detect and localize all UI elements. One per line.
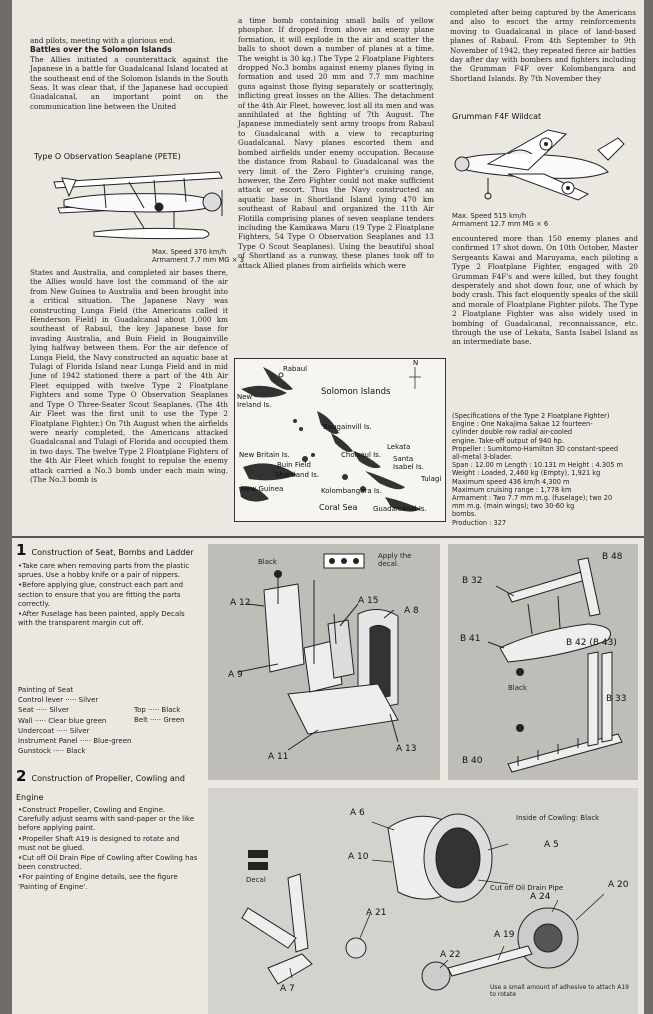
painting-item: Wall ····· Clear blue green (18, 716, 107, 725)
seat-painting-guide-2 (134, 706, 214, 726)
wildcat-speed: Max. Speed 515 km/h (452, 212, 527, 220)
specs-row: engine. Take-off output of 940 hp. (452, 436, 564, 445)
map-label-santa-isabel: Santa Isabel Is. (393, 455, 424, 471)
part-label-b33: B 33 (606, 694, 627, 704)
part-label-a19: A 19 (494, 930, 515, 940)
instruction-item: •Cut off Oil Drain Pipe of Cowling after Cowling has been constructed. (18, 854, 198, 872)
step-2-instructions (18, 806, 198, 893)
part-label-a10: A 10 (348, 852, 369, 862)
map-label-rabaul: Rabaul (283, 365, 308, 373)
step-1-header (16, 540, 194, 559)
map-label-new-britain: New Britain Is. (239, 451, 290, 459)
history-column-1 (30, 36, 228, 111)
map-shapes (235, 359, 445, 521)
part-label-a20: A 20 (608, 880, 629, 890)
label-black: Black (258, 558, 277, 566)
instruction-sheet (12, 0, 644, 1014)
specs-row: Propeller : Sumitomo-Hamilton 3D constant-speed (452, 444, 619, 453)
label-black: Black (508, 684, 527, 692)
map-label-coral-sea: Coral Sea (319, 503, 358, 512)
specs-row: Weight : Loaded, 2,460 kg (Empty), 1,921 kg (452, 469, 601, 478)
map-label-new-guinea: New Guinea (241, 485, 284, 493)
specs-row: Maximum cruising range : 1,778 km (452, 485, 572, 494)
step-1-instructions (18, 562, 194, 629)
plane-title-wildcat: Grumman F4F Wildcat (452, 112, 542, 121)
specs-row: Production : 327 (452, 518, 507, 527)
instruction-item: •After Fuselage has been painted, apply Decals with the transparent margin cut off. (18, 610, 185, 628)
part-label-b48: B 48 (602, 552, 623, 562)
specs-row: cylinder double row radial air-cooled (452, 428, 573, 437)
pete-speed: Max. Speed 370 km/h (152, 248, 227, 256)
part-label-b41: B 41 (460, 634, 481, 644)
label-cut-off-drain-pipe: Cut off Oil Drain Pipe (490, 884, 564, 892)
map-label-new-ireland: New Ireland Is. (237, 393, 272, 409)
map-label-tulagi: Tulagi (421, 475, 442, 483)
part-label-a5: A 5 (544, 840, 559, 850)
map-label-bougainvill: Bougainvill Is. (323, 423, 372, 431)
part-label-a15: A 15 (358, 596, 379, 606)
step-2-header (16, 766, 202, 804)
label-inside-cowling: Inside of Cowling: Black (516, 814, 600, 822)
bombs-ladder-diagram (448, 544, 638, 780)
map-label-solomon-islands: Solomon Islands (321, 387, 391, 397)
step-title: Construction of Propeller, Cowling and Engine (16, 774, 185, 802)
part-label-a11: A 11 (268, 752, 289, 762)
part-label-a7: A 7 (280, 984, 295, 994)
specs-title: (Specifications of the Type 2 Floatplane Fighter) (452, 412, 610, 420)
wildcat-illustration (448, 120, 636, 210)
intro-text: and pilots, meeting with a glorious end. (30, 36, 175, 45)
painting-item: Gunstock ····· Black (18, 747, 86, 756)
painting-item: Undercoat ····· Silver (18, 726, 90, 735)
history-column-3 (450, 8, 636, 83)
pete-armament: Armament 7.7 mm MG × 3 (152, 256, 244, 264)
part-label-a9: A 9 (228, 670, 243, 680)
map-label-guadalcanal: Guadalcanal Is. (373, 505, 427, 513)
map-label-shortland: Shortland Is. (275, 471, 320, 479)
instruction-item: •Before applying glue, construct each part and section to ensure that you are fitting the parts correctly. (18, 581, 184, 608)
specs-row: Span : 12.00 m Length : 10.131 m Height : 4.305 m (452, 461, 623, 470)
specs-row: bombs. (452, 510, 477, 519)
specs-row: Engine : One Nakajima Sakae 12 fourteen- (452, 420, 593, 429)
step-number: 2 (16, 767, 27, 785)
section-heading: Battles over the Solomon Islands (30, 45, 172, 55)
instruction-item: •Construct Propeller, Cowling and Engine. Carefully adjust seams with sand-paper or the like before applying paint. (18, 806, 195, 833)
part-label-b32: B 32 (462, 576, 483, 586)
seat-painting-guide (18, 686, 138, 757)
instruction-item: •Propeller Shaft A19 is designed to rotate and must not be glued. (18, 834, 180, 852)
specs-row: Armament : Two 7.7 mm m.g. (fuselage); two 20 (452, 494, 613, 503)
part-label-b42-b43: B 42 (B 43) (566, 638, 617, 648)
part-label-a24: A 24 (530, 892, 551, 902)
painting-title: Painting of Seat (18, 686, 74, 694)
engine-assembly-diagram (208, 788, 638, 1014)
instruction-item: •For painting of Engine details, see the figure 'Painting of Engine'. (18, 873, 178, 891)
plane-title-pete: Type O Observation Seaplane (PETE) (34, 152, 181, 161)
painting-item: Instrument Panel ····· Blue-green (18, 737, 132, 746)
part-label-a8: A 8 (404, 606, 419, 616)
map-label-lekata: Lekata (387, 443, 411, 451)
instruction-item: •Take care when removing parts from the plastic sprues. Use a hobby knife or a pair of nippers. (18, 562, 190, 580)
map-label-choiseul: Choiseul Is. (341, 451, 382, 459)
step-number: 1 (16, 541, 27, 559)
step-title: Construction of Seat, Bombs and Ladder (31, 548, 194, 557)
map-label-buin-field: Buin Field (277, 461, 312, 469)
pete-seaplane-illustration (34, 160, 234, 250)
part-label-b40: B 40 (462, 756, 483, 766)
part-label-a21: A 21 (366, 908, 387, 918)
map-label-north: N (413, 359, 419, 367)
history-column-2 (238, 16, 434, 270)
specifications-block (452, 412, 640, 527)
specs-row: all-metal 3-blader. (452, 453, 513, 462)
history-column-1b (30, 268, 228, 484)
part-label-a6: A 6 (350, 808, 365, 818)
history-paragraph: States and Australia, and completed air bases there, the Allies would have lost the command of the air from New Guinea to Australia and been brought into a critical situation. The Japanese Navy was constructing Lunga Field (the Americans called it Henderson Field) in Guadalcanal about 1,000 km southeast of Rabaul, the key Japanese base for invading Australia, and Buin Field in Bougainville lying halfway between them. For the air defence of Lunga Field, the Navy constructed an aquatic base at Tulagi of Florida Island near Lunga Field and in mid June of 1942 stationed there a part of the 4th Air Fleet equipped with twelve Type 2 Floatplane Fighters and some Type O Observation Seaplanes and Type O Three-Seater Scout Seaplanes. (The 4th Air Fleet was the first unit to use the Type 2 Floatplane Fighter.) On 7th August when the airfields were nearly completed, the Americans attacked Guadalcanal and Tulagi of Florida and occupied them in two days. The twelve Type 2 Floatplane Fighters of the 4th Air Fleet which fought to repulse the enemy attack carried a No.3 bomb under each main wing. (The No.3 bomb is (30, 268, 228, 484)
painting-item: Seat ····· Silver (18, 706, 70, 715)
wildcat-armament: Armament 12.7 mm MG × 6 (452, 220, 549, 228)
history-paragraph: completed after being captured by the Americans and also to escort the army reinforcements moving to Guadalcanal in place of land-based planes of Rabaul. From 4th September to 9th November of 1942, they repeated fierce air battles day after day with bombers and fighters including the Grumman F4F over Kolombangara and Shortland Islands. By 7th November they (450, 8, 636, 83)
specs-row: mm m.g. (main wings); two 30-60 kg (452, 502, 575, 511)
history-paragraph: encountered more than 150 enemy planes and confirmed 17 shot down. On 10th October, Master Sergeants Kawai and Maruyama, each piloting a Type 2 Floatplane Fighter, engaged with 20 Grumman F4F's and were killed, but they fought desperately and shot down four, one of which by body crash. This fact eloquently speaks of the skill and morale of Floatplane Fighter pilots. The Type 2 Floatplane Fighter was also widely used in bombing of Guadalcanal, reconnaissance, etc. through the use of Lekata, Santa Isabel Island as an intermediate base. (452, 234, 638, 347)
seat-assembly-diagram (208, 544, 440, 780)
label-adhesive-note: Use a small amount of adhesive to attach A19 to rotate (490, 984, 629, 998)
label-decal: Decal (246, 876, 266, 884)
label-apply-decal: Apply the decal. (378, 552, 412, 568)
painting-item: Belt ····· Green (134, 716, 185, 725)
map-label-kolombangara: Kolombangara Is. (321, 487, 382, 495)
history-paragraph: The Allies initiated a counterattack against the Japanese in a battle for Guadalcanal Island located at the southeast end of the Solomon Islands in the South Seas. It was clear that, if the Japanese had occupied Guadalcanal, an important point on the communication line between the United (30, 54, 228, 111)
history-column-3b (452, 234, 638, 347)
part-label-a12: A 12 (230, 598, 251, 608)
section-divider (12, 536, 644, 538)
history-paragraph: a time bomb containing small balls of yellow phosphor. If dropped from above an enemy plane formation, it will explode in the air and scatter the balls to shoot down a number of planes at a time. The weight is 30 kg.) The Type 2 Floatplane Fighters dropped No.3 bombs against enemy planes flying in formation and used 20 mm and 7.7 mm machine guns against those flying separately or scatteringly, inflicting great losses on the Allies. The detachment of the 4th Air Fleet, however, lost all its men and was annihilated at the fighting of 7th August. The Japanese immediately sent army troops from Rabaul to Guadalcanal with a view to recapturing Guadalcanal. Navy planes escorted them and bombed airfields under enemy occupation. Because the distance from Rabaul to Guadalcanal was the very limit of the Zero Fighter's cruising range, however, the Zero Fighter could not make sufficient attack or escort. Thus the Navy constructed an aquatic base in Shortland Island lying 470 km southeast of Rabaul and organized the 11th Air Flotilla comprising planes of seven seaplane tenders including the Kamikawa Maru (19 Type 2 Floatplane Fighters, 54 Type O Observation Seaplanes and 13 Type O Scout Seaplanes). Using the beautiful shoal of Shortland as a runway, these planes took off to attack Allied planes from airfields which were (238, 16, 434, 270)
part-label-a22: A 22 (440, 950, 461, 960)
solomon-map (234, 358, 446, 522)
part-label-a13: A 13 (396, 744, 417, 754)
specs-row: Maximum speed 436 km/h 4,300 m (452, 477, 570, 486)
painting-item: Top ····· Black (134, 706, 181, 714)
painting-item: Control lever ····· Silver (18, 696, 99, 705)
